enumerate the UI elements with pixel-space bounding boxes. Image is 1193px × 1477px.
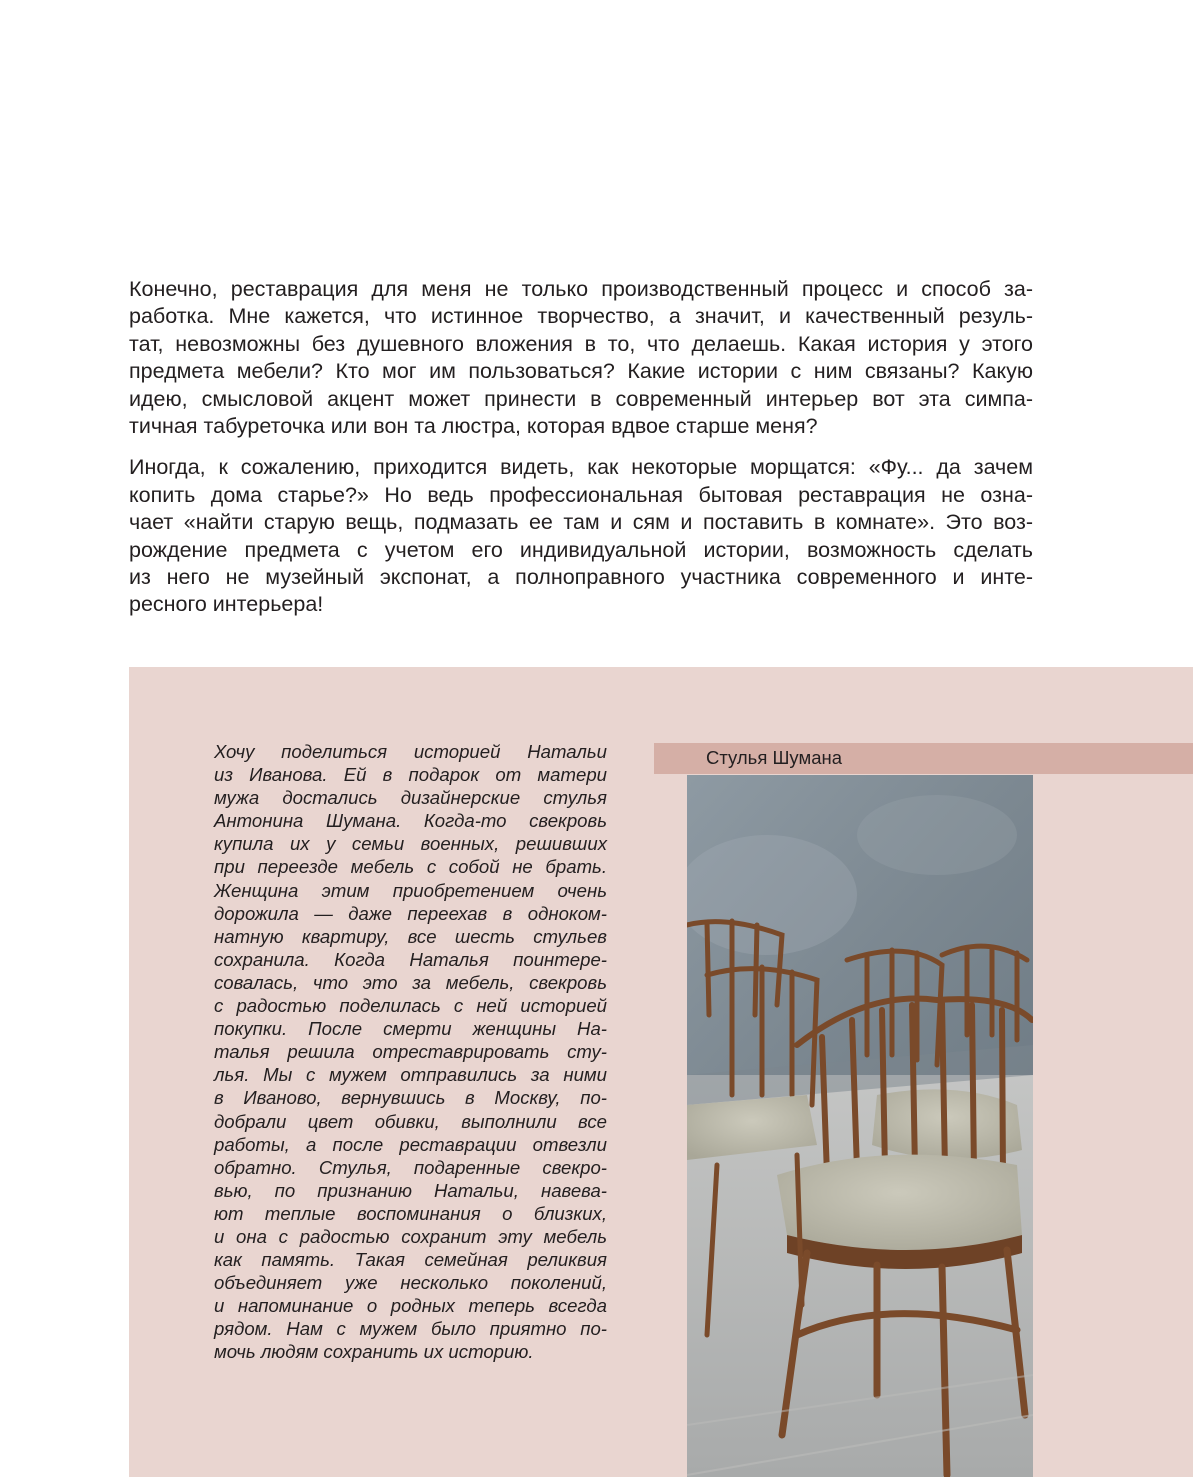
story-line: сохранила. Когда Наталья поинтере- bbox=[214, 948, 607, 970]
story-line: купила их у семьи военных, решивших bbox=[214, 833, 607, 855]
text-line: идею, смысловой акцент может принести в современный интерьер вот эта симпа- bbox=[129, 386, 1033, 411]
text-line: ресного интерьера! bbox=[129, 592, 324, 617]
text-line: Конечно, реставрация для меня не только производственный процесс и способ за- bbox=[129, 277, 1033, 301]
paragraph-1 bbox=[129, 276, 1033, 440]
story-line: как память. Такая семейная реликвия bbox=[214, 1249, 607, 1271]
story-line: вью, по признанию Натальи, навева- bbox=[214, 1179, 607, 1201]
story-line: Антонина Шумана. Когда-то свекровь bbox=[214, 810, 607, 832]
story-line: талья решила отреставрировать сту- bbox=[214, 1041, 607, 1063]
story-line: дорожила — даже переехав в одноком- bbox=[214, 902, 607, 924]
story-line: и она с радостью сохранит эту мебель bbox=[214, 1225, 607, 1247]
text-line: тичная табуреточка или вон та люстра, которая вдвое старше меня? bbox=[129, 414, 818, 439]
chairs-photo bbox=[687, 775, 1033, 1477]
story-line: в Иваново, вернувшись в Москву, по- bbox=[214, 1087, 607, 1109]
main-body-text bbox=[129, 276, 1033, 633]
text-line: Иногда, к сожалению, приходится видеть, как некоторые морщатся: «Фу... да зачем bbox=[129, 455, 1033, 480]
story-line: мужа достались дизайнерские стулья bbox=[214, 787, 607, 809]
photo-caption: Стулья Шумана bbox=[706, 747, 842, 768]
sidebar-story bbox=[214, 740, 607, 1364]
text-line: из него не музейный экспонат, а полноправного участника современного и инте- bbox=[129, 565, 1033, 590]
text-line: предмета мебели? Кто мог им пользоваться? Какие истории с ним связаны? Какую bbox=[129, 359, 1033, 384]
story-line: и напоминание о родных теперь всегда bbox=[214, 1295, 607, 1317]
story-line: покупки. После смерти женщины На- bbox=[214, 1018, 607, 1040]
story-line: ют теплые воспоминания о близких, bbox=[214, 1202, 607, 1224]
text-line: рождение предмета с учетом его индивидуальной истории, возможность сделать bbox=[129, 537, 1033, 562]
story-line: работы, а после реставрации отвезли bbox=[214, 1133, 607, 1155]
story-line: лья. Мы с мужем отправились за ними bbox=[214, 1064, 607, 1086]
story-line: обратно. Стулья, подаренные свекро- bbox=[214, 1156, 607, 1178]
text-line: чает «найти старую вещь, подмазать ее там и сям и поставить в комнате». Это воз- bbox=[129, 510, 1033, 535]
paragraph-2 bbox=[129, 454, 1033, 618]
story-line: добрали цвет обивки, выполнили все bbox=[214, 1110, 607, 1132]
story-line: из Иванова. Ей в подарок от матери bbox=[214, 764, 607, 786]
story-line: совалась, что это за мебель, свекровь bbox=[214, 971, 607, 993]
text-line: работка. Мне кажется, что истинное творчество, а значит, и качественный резуль- bbox=[129, 304, 1033, 329]
story-line: натную квартиру, все шесть стульев bbox=[214, 925, 607, 947]
text-line: копить дома старье?» Но ведь профессиональная бытовая реставрация не озна- bbox=[129, 482, 1033, 507]
story-line: с радостью поделилась с ней историей bbox=[214, 995, 607, 1017]
story-line: Женщина этим приобретением очень bbox=[214, 879, 607, 901]
story-line: объединяет уже несколько поколений, bbox=[214, 1272, 607, 1294]
story-line: Хочу поделиться историей Натальи bbox=[214, 741, 607, 762]
story-line: рядом. Нам с мужем было приятно по- bbox=[214, 1318, 607, 1340]
story-line: при переезде мебель с собой не брать. bbox=[214, 856, 607, 878]
story-line: мочь людям сохранить их историю. bbox=[214, 1341, 534, 1363]
text-line: тат, невозможны без душевного вложения в то, что делаешь. Какая история у этого bbox=[129, 331, 1033, 356]
